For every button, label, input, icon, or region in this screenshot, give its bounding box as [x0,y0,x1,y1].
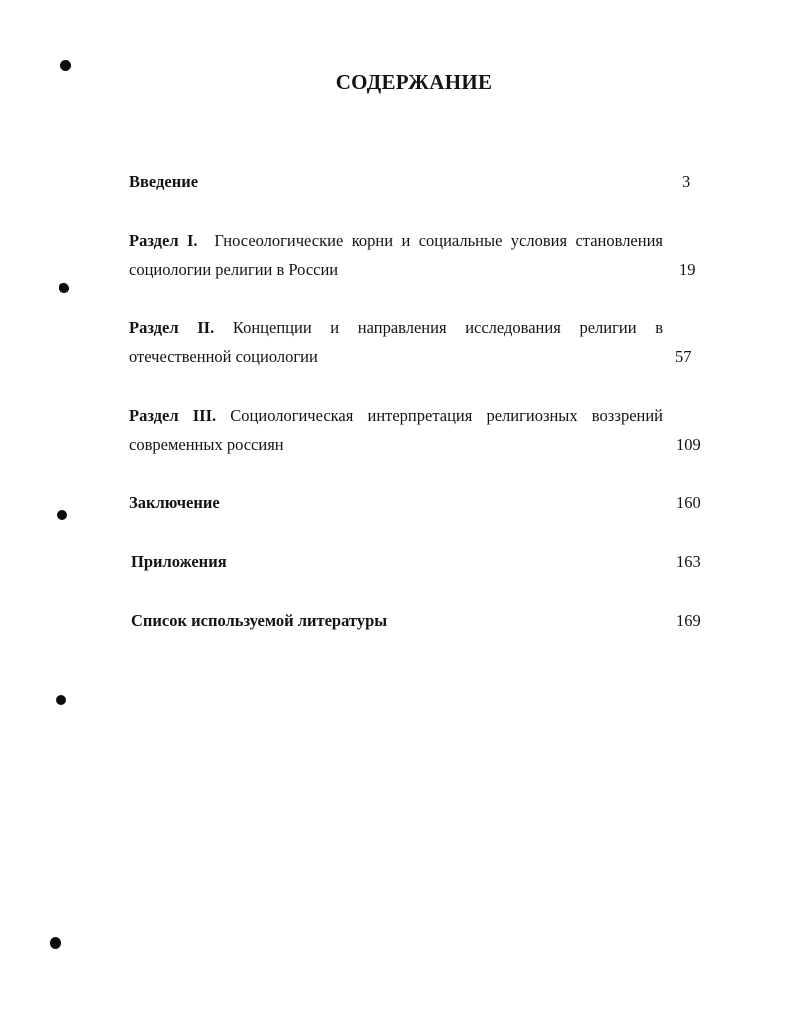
toc-page-number: 19 [679,260,696,279]
punch-hole-mark [59,283,69,293]
toc-entry-introduction [129,167,663,196]
page-title: СОДЕРЖАНИЕ [335,70,493,94]
toc-page-number: 109 [676,435,701,454]
toc-entry-title: Гносеологические корни и социальные условия становления [214,231,664,250]
toc-page-number: 3 [682,172,691,191]
toc-entry-label: Список используемой литературы [131,611,388,630]
toc-entry-conclusion [129,488,663,517]
punch-hole-mark [56,695,66,705]
toc-entry-section-1 [129,226,663,284]
toc-page-number: 169 [676,611,701,630]
toc-entry-appendices [131,547,665,576]
toc-entry-section-3 [129,401,663,459]
punch-hole-mark [57,510,67,520]
toc-entry-label: Раздел II. [129,318,215,337]
toc-page-number: 163 [676,552,701,571]
toc-entry-label: Введение [129,172,199,191]
punch-hole-mark [60,60,71,71]
toc-entry-title-continued: отечественной социологии [129,347,318,366]
toc-entry-section-2 [129,313,663,371]
toc-entry-label: Приложения [131,552,227,571]
toc-page-number: 57 [675,347,692,366]
punch-hole-mark [50,937,61,949]
toc-entry-title: Концепции и направления исследования религии в [232,318,663,337]
toc-entry-label: Раздел III. [129,406,217,425]
toc-page-number: 160 [676,493,701,512]
toc-entry-title: Социологическая интерпретация религиозных воззрений [230,406,664,425]
toc-entry-title-continued: современных россиян [129,435,284,454]
toc-entry-label: Раздел I. [129,231,198,250]
toc-entry-title-continued: социологии религии в России [129,260,339,279]
toc-entry-label: Заключение [129,493,220,512]
toc-entry-bibliography [131,606,665,635]
